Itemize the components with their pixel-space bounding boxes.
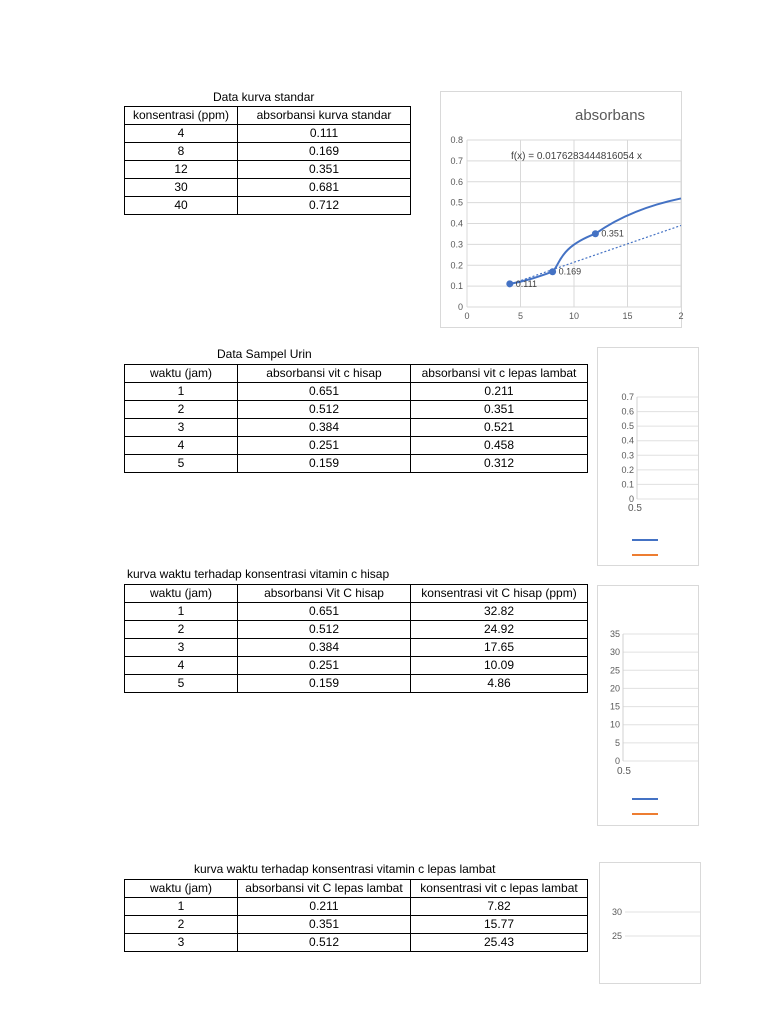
table-cell: 2 — [125, 916, 238, 934]
table-caption: kurva waktu terhadap konsentrasi vitamin c hisap — [127, 567, 390, 581]
column-header: waktu (jam) — [125, 880, 238, 898]
data-label: 0.169 — [558, 266, 582, 277]
table-cell: 25.43 — [411, 934, 588, 952]
table-cell: 5 — [125, 455, 238, 473]
table-cell: 0.211 — [411, 383, 588, 401]
vitc-lepas-lambat-chart — [599, 862, 701, 984]
table-cell: 0.512 — [238, 401, 411, 419]
table-header-row — [125, 585, 588, 603]
column-header: konsentrasi vit c lepas lambat — [411, 880, 588, 898]
table-cell: 0.251 — [238, 657, 411, 675]
table-cell: 0.351 — [238, 916, 411, 934]
x-tick-label: 10 — [568, 311, 580, 321]
table-row — [125, 898, 588, 916]
table-cell: 0.458 — [411, 437, 588, 455]
table-caption: Data kurva standar — [213, 90, 315, 104]
column-header: absorbansi vit c hisap — [238, 365, 411, 383]
urine-sample-plot — [598, 348, 698, 565]
y-tick-label: 0.6 — [621, 406, 634, 417]
table-cell: 5 — [125, 675, 238, 693]
table-cell: 0.384 — [238, 639, 411, 657]
table-cell: 0.512 — [238, 934, 411, 952]
column-header: konsentrasi vit C hisap (ppm) — [411, 585, 588, 603]
chart-title: absorbans — [575, 107, 646, 124]
y-tick-label: 0.5 — [450, 197, 463, 208]
y-tick-label: 10 — [609, 719, 620, 730]
table-cell: 3 — [125, 419, 238, 437]
column-header: waktu (jam) — [125, 585, 238, 603]
series-line — [510, 198, 681, 283]
table-cell: 40 — [125, 197, 238, 215]
table-cell: 0.111 — [238, 125, 411, 143]
column-header: absorbansi Vit C hisap — [238, 585, 411, 603]
table-cell: 0.351 — [238, 161, 411, 179]
y-tick-label: 25 — [611, 931, 622, 941]
table-row — [125, 401, 588, 419]
table-row — [125, 125, 411, 143]
table-cell: 4.86 — [411, 675, 588, 693]
vitc-lepas-lambat-table — [124, 879, 588, 952]
table-cell: 0.521 — [411, 419, 588, 437]
table-cell: 0.312 — [411, 455, 588, 473]
table-cell: 2 — [125, 621, 238, 639]
table-cell: 12 — [125, 161, 238, 179]
table-cell: 0.251 — [238, 437, 411, 455]
data-point — [506, 280, 513, 287]
y-tick-label: 30 — [609, 647, 620, 658]
x-tick-label: 15 — [622, 311, 633, 321]
column-header: waktu (jam) — [125, 365, 238, 383]
table-cell: 0.169 — [238, 143, 411, 161]
table-cell: 4 — [125, 657, 238, 675]
table-row — [125, 916, 588, 934]
y-tick-label: 0.2 — [621, 464, 634, 475]
vitc-hisap-chart — [597, 585, 699, 826]
x-tick-label: 0.5 — [628, 503, 642, 514]
table-caption: Data Sampel Urin — [217, 347, 312, 361]
y-tick-label: 0.4 — [450, 218, 463, 229]
y-tick-label: 0 — [457, 302, 463, 312]
table-cell: 0.512 — [238, 621, 411, 639]
table-cell: 24.92 — [411, 621, 588, 639]
column-header: absorbansi vit c lepas lambat — [411, 365, 588, 383]
y-tick-label: 0.5 — [621, 421, 634, 432]
standard-curve-chart — [440, 91, 682, 328]
table-row — [125, 455, 588, 473]
table-row — [125, 675, 588, 693]
table-row — [125, 161, 411, 179]
table-cell: 0.384 — [238, 419, 411, 437]
table-row — [125, 419, 588, 437]
table-cell: 10.09 — [411, 657, 588, 675]
table-row — [125, 197, 411, 215]
table-row — [125, 657, 588, 675]
column-header: absorbansi kurva standar — [238, 107, 411, 125]
y-tick-label: 25 — [609, 665, 620, 676]
vitc-lepas-lambat-plot — [600, 863, 700, 983]
urine-sample-chart — [597, 347, 699, 566]
y-tick-label: 0.2 — [450, 260, 463, 271]
y-tick-label: 0.4 — [621, 435, 634, 446]
vitc-hisap-plot — [598, 586, 698, 825]
table-row — [125, 621, 588, 639]
table-cell: 3 — [125, 934, 238, 952]
table-cell: 4 — [125, 437, 238, 455]
vitc-hisap-table — [124, 584, 588, 693]
table-cell: 1 — [125, 603, 238, 621]
table-row — [125, 934, 588, 952]
data-point — [549, 268, 556, 275]
x-tick-label: 0 — [464, 311, 470, 321]
table-row — [125, 143, 411, 161]
table-cell: 0.159 — [238, 675, 411, 693]
table-cell: 3 — [125, 639, 238, 657]
table-cell: 8 — [125, 143, 238, 161]
table-row — [125, 639, 588, 657]
trendline-equation: f(x) = 0.0176283444816054 x — [511, 151, 642, 162]
table-row — [125, 603, 588, 621]
table-cell: 7.82 — [411, 898, 588, 916]
y-tick-label: 0.3 — [450, 239, 463, 250]
table-cell: 2 — [125, 401, 238, 419]
column-header: absorbansi vit C lepas lambat — [238, 880, 411, 898]
x-tick-label: 5 — [517, 311, 524, 321]
data-label: 0.351 — [601, 228, 624, 239]
x-tick-label: 0.5 — [617, 766, 631, 777]
y-tick-label: 0 — [614, 756, 620, 766]
urine-sample-table — [124, 364, 588, 473]
y-tick-label: 35 — [609, 629, 620, 639]
standard-curve-table — [124, 106, 411, 215]
y-tick-label: 20 — [609, 683, 620, 694]
y-tick-label: 0.8 — [450, 135, 463, 145]
table-cell: 0.211 — [238, 898, 411, 916]
table-caption: kurva waktu terhadap konsentrasi vitamin c lepas lambat — [194, 862, 496, 876]
table-cell: 30 — [125, 179, 238, 197]
x-tick-label: 2 — [678, 311, 684, 321]
table-cell: 0.681 — [238, 179, 411, 197]
y-tick-label: 0.3 — [621, 450, 634, 461]
y-tick-label: 0.6 — [450, 176, 463, 187]
table-cell: 0.712 — [238, 197, 411, 215]
y-tick-label: 0.7 — [621, 392, 634, 402]
table-cell: 0.651 — [238, 383, 411, 401]
column-header: konsentrasi (ppm) — [125, 107, 238, 125]
y-tick-label: 15 — [609, 701, 620, 712]
y-tick-label: 0.1 — [450, 281, 463, 292]
y-tick-label: 0 — [628, 494, 634, 504]
y-tick-label: 30 — [611, 907, 622, 917]
data-point — [592, 230, 599, 237]
table-cell: 4 — [125, 125, 238, 143]
y-tick-label: 0.1 — [621, 479, 634, 490]
table-row — [125, 179, 411, 197]
table-header-row — [125, 107, 411, 125]
data-label: 0.111 — [515, 278, 537, 289]
table-cell: 17.65 — [411, 639, 588, 657]
table-cell: 0.159 — [238, 455, 411, 473]
table-cell: 32.82 — [411, 603, 588, 621]
standard-curve-plot — [441, 92, 684, 327]
y-tick-label: 0.7 — [450, 155, 463, 166]
table-cell: 15.77 — [411, 916, 588, 934]
table-cell: 0.351 — [411, 401, 588, 419]
table-row — [125, 437, 588, 455]
table-header-row — [125, 365, 588, 383]
table-cell: 1 — [125, 383, 238, 401]
table-cell: 0.651 — [238, 603, 411, 621]
table-cell: 1 — [125, 898, 238, 916]
y-tick-label: 5 — [614, 737, 620, 748]
table-row — [125, 383, 588, 401]
table-header-row — [125, 880, 588, 898]
